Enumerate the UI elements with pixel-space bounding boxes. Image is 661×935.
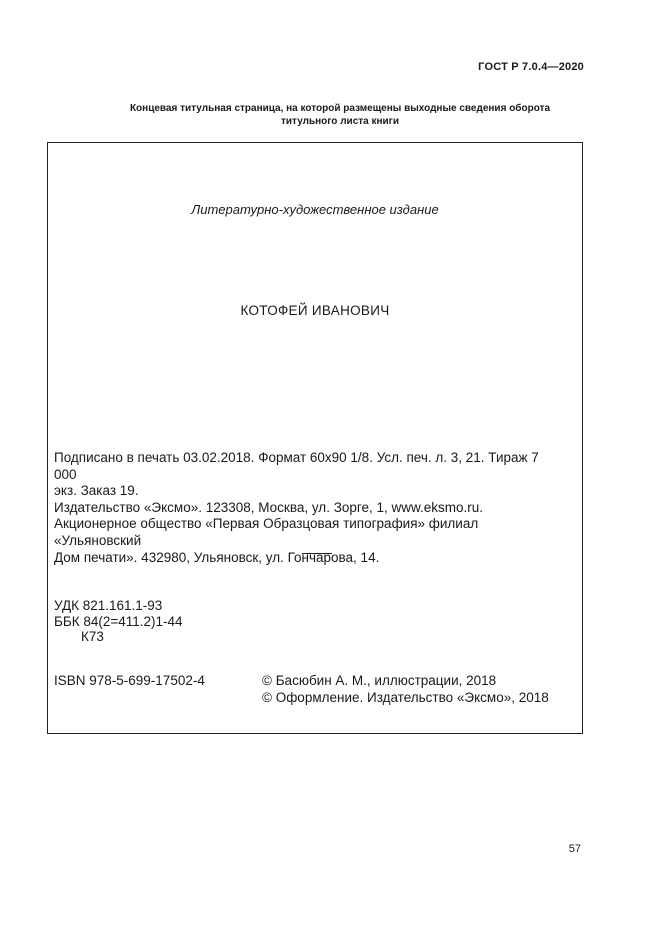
author-mark: К73 <box>81 629 104 645</box>
copyright-line: © Басюбин А. М., иллюстрации, 2018 <box>262 673 497 688</box>
page-number: 57 <box>568 843 581 855</box>
separator-line <box>302 553 332 554</box>
caption-line: титульного листа книги <box>281 115 399 127</box>
figure-caption <box>60 103 620 128</box>
caption-line: Концевая титульная страница, на которой размещены выходные сведения оборота <box>129 103 551 114</box>
imprint-line: Акционерное общество «Первая Образцовая типография» филиал «Ульяновский <box>54 516 479 548</box>
copyright-line: © Оформление. Издательство «Эксмо», 2018 <box>262 689 549 705</box>
isbn: ISBN 978-5-699-17502-4 <box>54 673 205 688</box>
genre-label: Литературно-художественное издание <box>191 202 439 217</box>
imprint-block <box>54 450 564 566</box>
imprint-line: Подписано в печать 03.02.2018. Формат 60x90 1/8. Усл. печ. л. 3, 21. Тираж 7 000 <box>54 450 539 482</box>
udk-code: УДК 821.161.1-93 <box>54 598 163 613</box>
classification-codes <box>54 598 183 645</box>
imprint-line: экз. Заказ 19. <box>54 483 139 499</box>
imprint-line: Дом печати». 432980, Ульяновск, ул. Гончарова, 14. <box>54 549 380 565</box>
standard-code: ГОСТ Р 7.0.4—2020 <box>478 61 584 73</box>
imprint-line: Издательство «Эксмо». 123308, Москва, ул. Зорге, 1, www.eksmo.ru. <box>54 499 484 515</box>
bbk-code: ББК 84(2=411.2)1-44 <box>54 613 183 629</box>
copyright-block <box>262 673 549 706</box>
example-page-frame <box>47 142 583 734</box>
book-title: КОТОФЕЙ ИВАНОВИЧ <box>240 303 390 318</box>
